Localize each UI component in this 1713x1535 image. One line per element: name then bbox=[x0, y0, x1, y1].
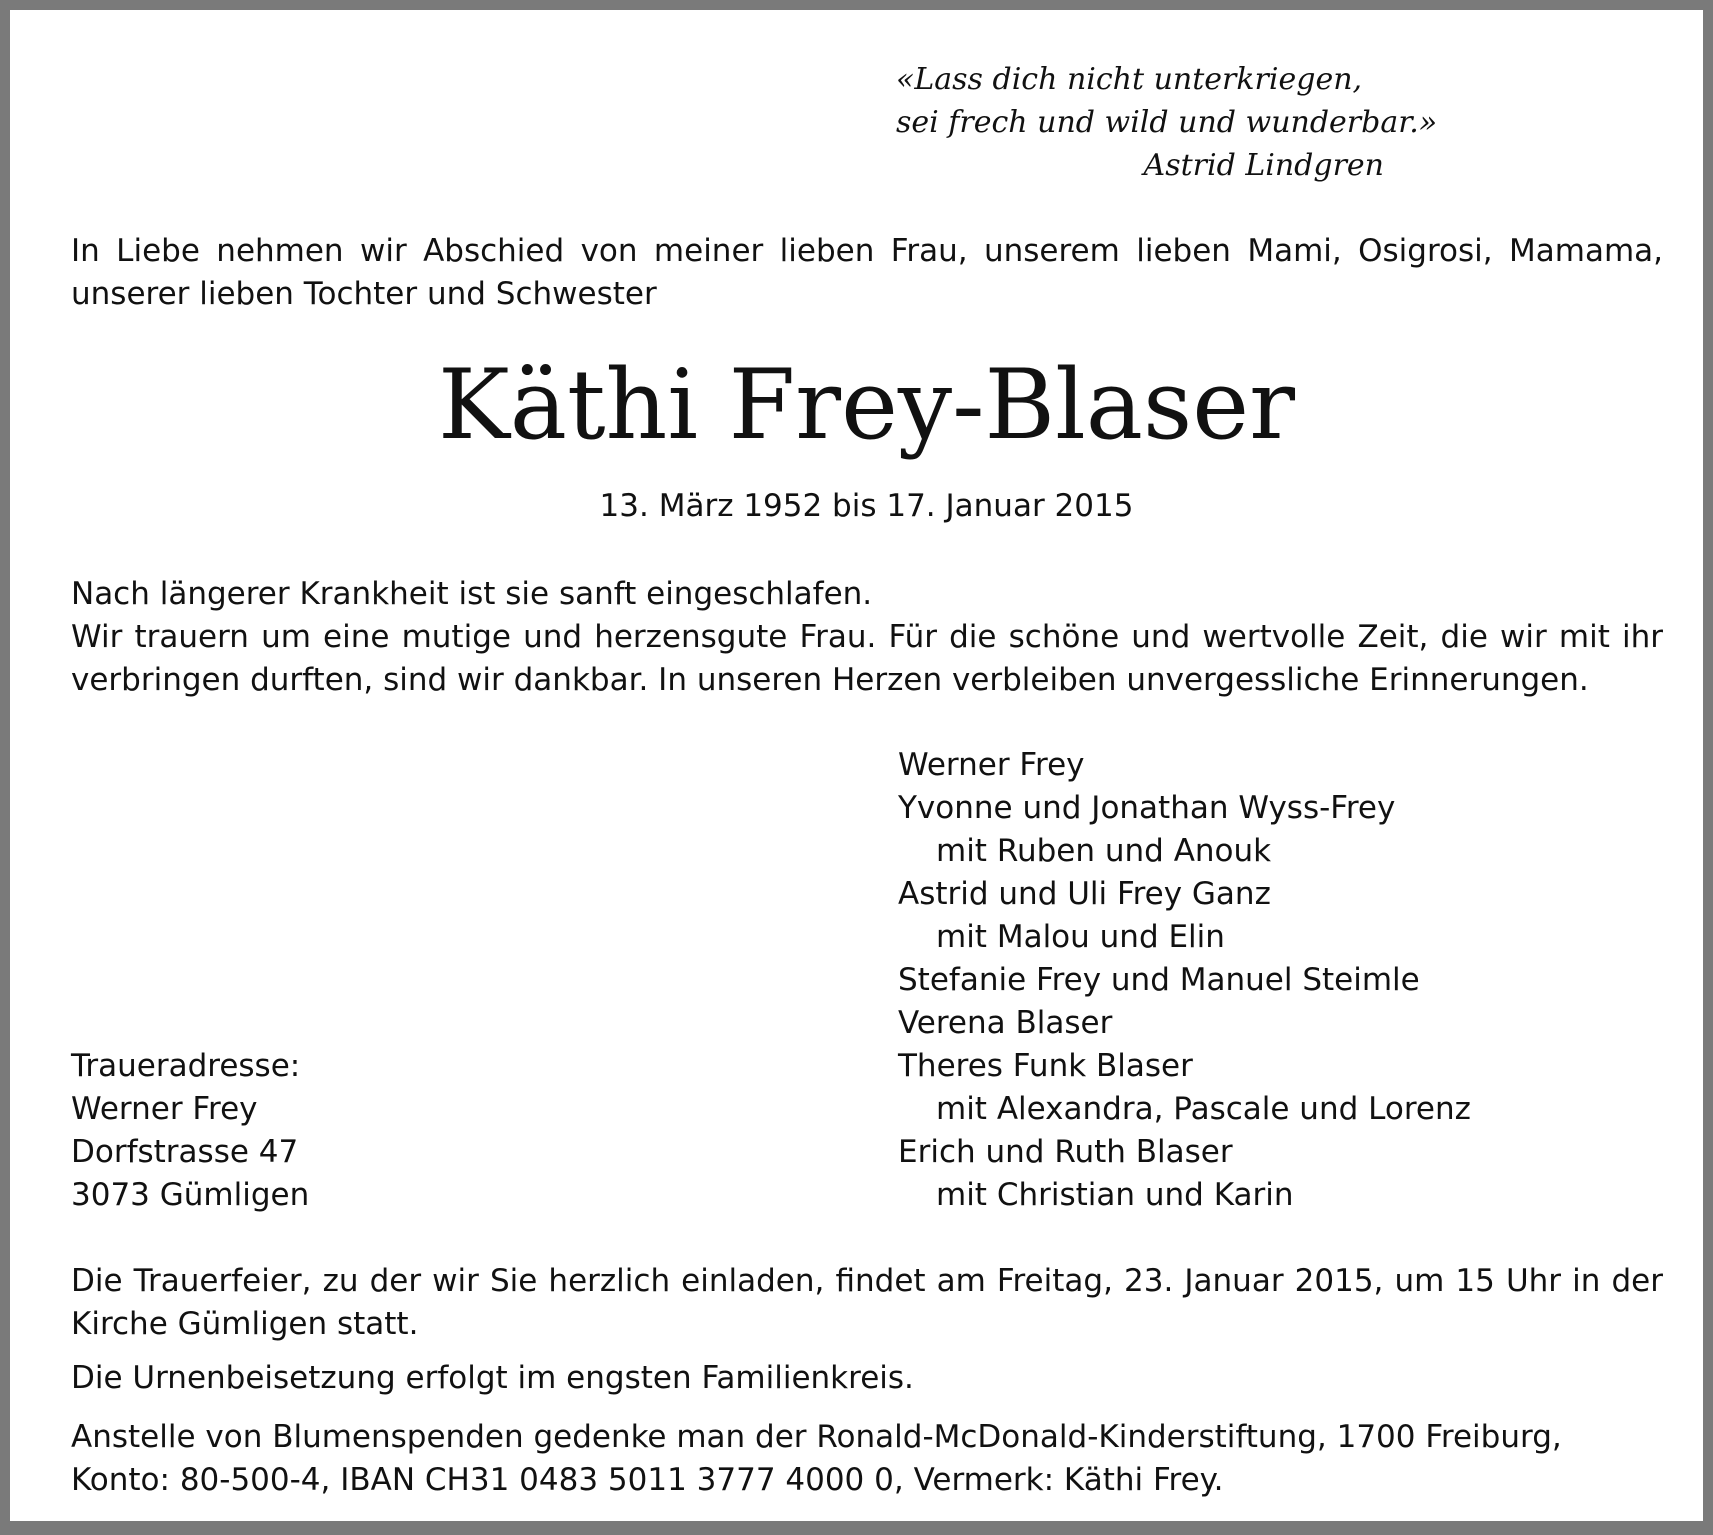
address-city: 3073 Gümligen bbox=[71, 1177, 310, 1213]
mourner-entry: Astrid und Uli Frey Ganz bbox=[898, 876, 1271, 912]
mourner-entry: Theres Funk Blaser bbox=[898, 1048, 1193, 1084]
mourner-entry: mit Malou und Elin bbox=[936, 919, 1225, 955]
address-street: Dorfstrasse 47 bbox=[71, 1134, 299, 1170]
ceremony-text: Die Trauerfeier, zu der wir Sie herzlich einladen, findet am Freitag, 23. Januar 2015, um 15 Uhr in der Kirche Gümligen statt. bbox=[71, 1263, 1663, 1342]
deceased-name: Käthi Frey-Blaser bbox=[437, 349, 1295, 461]
message-paragraph: Wir trauern um eine mutige und herzensgute Frau. Für die schöne und wertvolle Zeit, die wir mit ihr verbringen durften, sind wir dankbar. In unseren Herzen verbleiben unvergessliche Erinnerungen. bbox=[71, 619, 1663, 698]
epigraph-quote bbox=[896, 58, 1438, 187]
address-name: Werner Frey bbox=[71, 1091, 258, 1127]
intro-text: In Liebe nehmen wir Abschied von meiner lieben Frau, unserem lieben Mami, Osigrosi, Mamama, unserer lieben Tochter und Schwester bbox=[71, 233, 1663, 312]
donation-line-2: Konto: 80-500-4, IBAN CH31 0483 5011 3777 4000 0, Vermerk: Käthi Frey. bbox=[71, 1462, 1224, 1498]
mourning-address bbox=[71, 1045, 571, 1217]
life-dates: 13. März 1952 bis 17. Januar 2015 bbox=[599, 488, 1134, 524]
address-label: Traueradresse: bbox=[71, 1048, 301, 1084]
mourner-entry: mit Christian und Karin bbox=[936, 1177, 1294, 1213]
donation-line-1: Anstelle von Blumenspenden gedenke man der Ronald-McDonald-Kinderstiftung, 1700 Freiburg, bbox=[71, 1419, 1562, 1455]
mourners-list bbox=[898, 744, 1598, 1217]
mourner-entry: mit Alexandra, Pascale und Lorenz bbox=[936, 1091, 1471, 1127]
burial-text: Die Urnenbeisetzung erfolgt im engsten Familienkreis. bbox=[71, 1360, 914, 1396]
message-line-1: Nach längerer Krankheit ist sie sanft eingeschlafen. bbox=[71, 576, 873, 612]
mourner-entry: Werner Frey bbox=[898, 747, 1085, 783]
mourner-entry: Stefanie Frey und Manuel Steimle bbox=[898, 962, 1420, 998]
mourner-entry: Yvonne und Jonathan Wyss-Frey bbox=[898, 790, 1396, 826]
mourner-entry: Verena Blaser bbox=[898, 1005, 1113, 1041]
mourner-entry: mit Ruben und Anouk bbox=[936, 833, 1272, 869]
quote-line: «Lass dich nicht unterkriegen, bbox=[896, 62, 1363, 97]
quote-line: sei frech und wild und wunderbar.» bbox=[896, 105, 1438, 140]
quote-author: Astrid Lindgren bbox=[1143, 148, 1384, 183]
mourner-entry: Erich und Ruth Blaser bbox=[898, 1134, 1233, 1170]
